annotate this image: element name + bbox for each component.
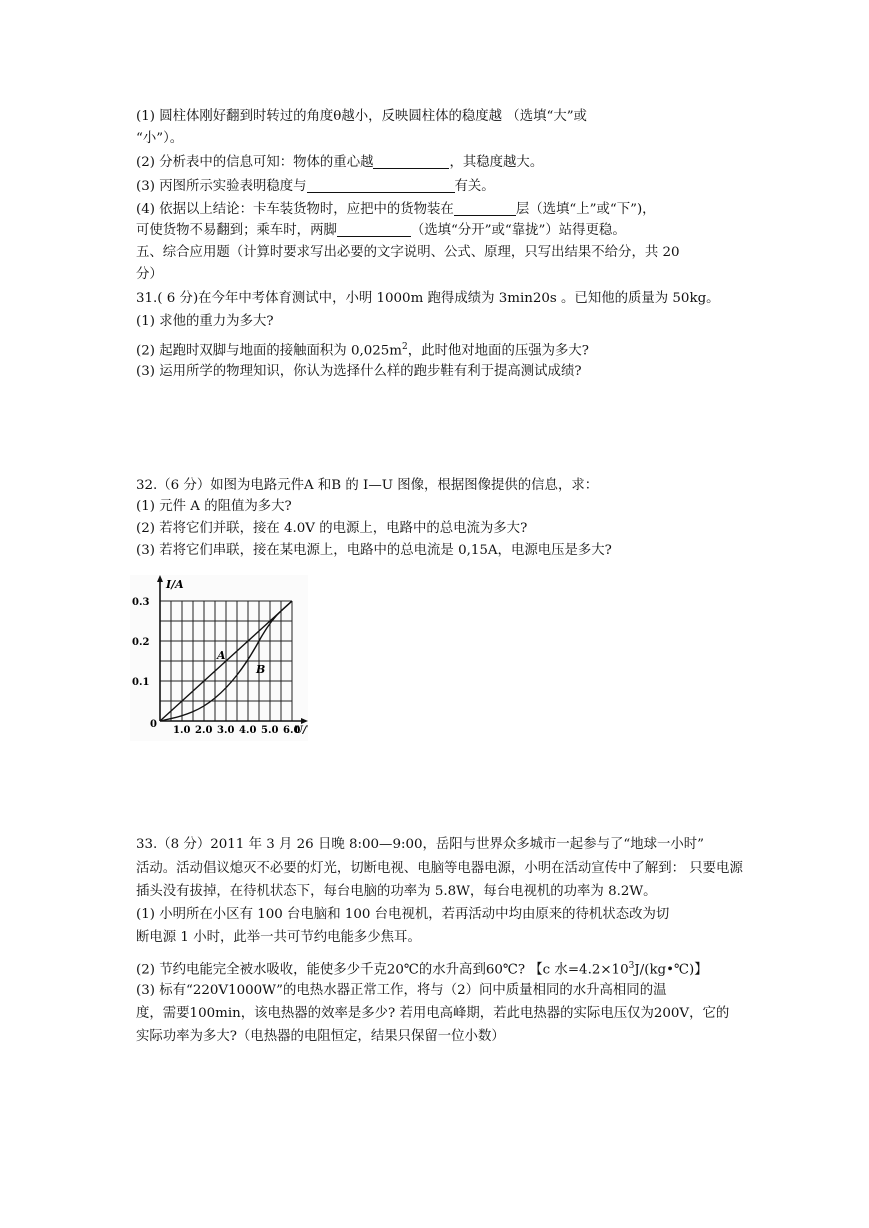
text-line: (2) 节约电能完全被水吸收，能使多少千克20℃的水升高到60℃? 【c 水$=4.2\times 10^3J/(kg•℃)$】 (136, 961, 708, 978)
question-32: 32.（6 分）如图为电路元件A 和B 的 I—U 图像，根据图像提供的信息，求： (136, 478, 599, 493)
x-tick-label: 5.0 (261, 725, 279, 736)
text-line: (2) 若将它们并联，接在 4.0V 的电源上，电路中的总电流为多大? (136, 521, 528, 536)
text-line: (4) 依据以上结论：卡车装货物时，应把中的货物装在 层（选填“上”或“下”)， (136, 202, 656, 217)
answer-blank[interactable] (307, 178, 455, 193)
text-line: (3) 标有“220V1000W”的电热水器正常工作，将与（2）问中质量相同的水升高相同的温 (136, 983, 667, 998)
origin-label: 0 (150, 719, 157, 730)
text-line: 分） (136, 267, 163, 282)
x-tick-label: 2.0 (195, 725, 213, 736)
graph-axes (157, 575, 308, 724)
text-line: 实际功率为多大?（电热器的电阻恒定，结果只保留一位小数） (136, 1029, 505, 1044)
text-line: 可使货物不易翻到；乘车时，两脚 （选填“分开”或“靠拢”）站得更稳。 (136, 223, 626, 238)
text-line: 度，需要100min，该电热器的效率是多少? 若用电高峰期，若此电热器的实际电压仅为200V，它的 (136, 1006, 730, 1021)
x-tick-label: 3.0 (217, 725, 235, 736)
y-tick-label: 0.3 (132, 597, 150, 608)
text-line: “小”）。 (136, 131, 184, 146)
text-line: (3) 若将它们串联，接在某电源上，电路中的总电流是 0,15A，电源电压是多大? (136, 543, 612, 558)
y-tick-label: 0.2 (132, 637, 150, 648)
text-line: 断电源 1 小时，此举一共可节约电能多少焦耳。 (136, 930, 421, 945)
text-line: (3) 丙图所示实验表明稳度与 有关。 (136, 179, 495, 194)
text-line: (3) 运用所学的物理知识，你认为选择什么样的跑步鞋有利于提高测试成绩? (136, 364, 582, 379)
x-tick-label: 1.0 (173, 725, 191, 736)
answer-blank[interactable] (337, 222, 411, 237)
question-31: 31.( 6 分)在今年中考体育测试中，小明 1000m 跑得成绩为 3min20s 。已知他的质量为 50kg。 (136, 291, 720, 306)
question-33: 33.（8 分）2011 年 3 月 26 日晚 8:00—9:00，岳阳与世界众多城市一起参与了“地球一小时” (136, 837, 705, 852)
answer-blank[interactable] (373, 154, 449, 169)
answer-blank[interactable] (454, 201, 516, 216)
x-tick-label: 4.0 (239, 725, 257, 736)
text-line: (2) 分析表中的信息可知：物体的重心越 ，其稳度越大。 (136, 155, 544, 170)
text-line: (1) 元件 A 的阻值为多大? (136, 499, 292, 514)
text-line: (1) 圆柱体刚好翻到时转过的角度θ越小，反映圆柱体的稳度越 （选填“大”或 (136, 109, 587, 124)
text-line: (2) 起跑时双脚与地面的接触面积为 $0,025m^2$，此时他对地面的压强为多大? (136, 342, 589, 359)
text-line: (1) 小明所在小区有 100 台电脑和 100 台电视机，若再活动中均由原来的待机状态改为切 (136, 907, 670, 922)
iu-graph (130, 575, 308, 741)
x-tick-label: 6.0 (283, 725, 301, 736)
text-line: 活动。活动倡议熄灭不必要的灯光，切断电视、电脑等电器电源，小明在活动宣传中了解到： 只要电源 (136, 861, 743, 876)
curve-label-a: A (217, 649, 226, 662)
x-axis-label: U/ (294, 725, 307, 736)
curve-label-b: B (256, 663, 266, 676)
text-line: (1) 求他的重力为多大? (136, 314, 274, 329)
y-axis-label: I/A (166, 578, 184, 591)
text-line: 插头没有拔掉，在待机状态下，每台电脑的功率为 5.8W，每台电视机的功率为 8.2W。 (136, 884, 657, 899)
section-heading: 五、综合应用题（计算时要求写出必要的文字说明、公式、原理，只写出结果不给分，共 20 (136, 245, 680, 260)
y-tick-label: 0.1 (132, 677, 150, 688)
